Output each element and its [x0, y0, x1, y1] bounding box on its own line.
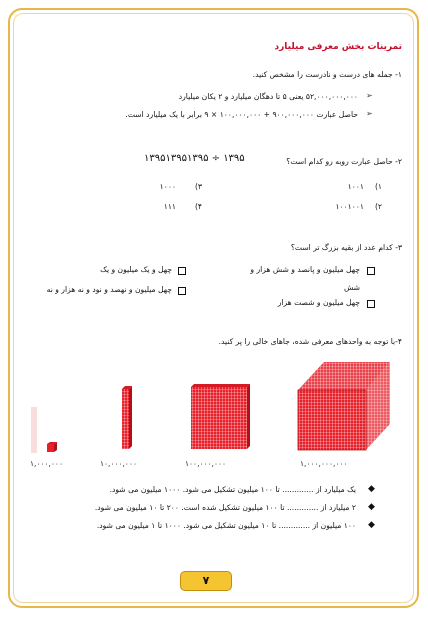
- cube-label: ۱,۰۰۰,۰۰۰: [30, 459, 63, 468]
- option-text: ۱۰۰۰: [159, 182, 176, 191]
- option-label: چهل میلیون و شصت هزار: [277, 298, 360, 307]
- question-1-item: ۵۲,۰۰۰,۰۰۰,۰۰۰ یعنی ۵ تا دهگان میلیارد و ۲ یکان میلیارد: [178, 92, 358, 101]
- option-number: ۳): [194, 182, 202, 191]
- option-number: ۲): [374, 202, 382, 211]
- option-checkbox[interactable]: [178, 267, 186, 275]
- option-label: چهل میلیون و نهصد و نود و نه هزار و نه: [46, 285, 172, 294]
- question-1-prompt: ۱- جمله های درست و نادرست را مشخص کنید.: [252, 70, 402, 79]
- option-number: ۱): [374, 182, 382, 191]
- question-4-statement: یک میلیارد از ............. تا ۱۰۰ میلیون تشکیل می شود. ۱۰۰۰ میلیون می شود.: [109, 485, 356, 494]
- question-4-statement: ۲ میلیارد از ............. تا ۱۰۰ میلیون تشکیل شده است. ۲۰۰ تا ۱۰ میلیون می شود.: [94, 503, 356, 512]
- million-unit-cube-icon: [46, 441, 58, 453]
- option-text: ۱۰۰۱: [347, 182, 364, 191]
- option-checkbox[interactable]: [367, 267, 375, 275]
- option-label: شش: [343, 283, 360, 292]
- diamond-bullet-icon: ◆: [368, 502, 375, 512]
- hundred-million-plate-icon: [189, 383, 251, 451]
- option-checkbox[interactable]: [178, 287, 186, 295]
- question-1-item: حاصل عبارت ۹۰۰,۰۰۰,۰۰۰ + ۱۰۰,۰۰۰,۰۰۰ × ۹ برابر با یک میلیارد است.: [125, 110, 358, 119]
- option-text: ۱۰۰۱۰۰۱: [335, 202, 364, 211]
- option-text: ۱۱۱: [163, 202, 176, 211]
- option-label: چهل میلیون و پانصد و شش هزار و: [250, 265, 360, 274]
- billion-cube-icon: [296, 360, 392, 452]
- ten-million-rod-icon: [121, 385, 133, 451]
- question-2-expression: ۱۳۹۵۱۳۹۵۱۳۹۵ ÷ ۱۳۹۵: [144, 153, 245, 164]
- option-checkbox[interactable]: [367, 300, 375, 308]
- page-number: ۷: [180, 571, 232, 591]
- question-2-prompt: ۲- حاصل عبارت روبه رو کدام است؟: [286, 157, 402, 166]
- diamond-bullet-icon: ◆: [368, 520, 375, 530]
- partial-rod-icon: [30, 406, 40, 454]
- question-3-prompt: ۳- کدام عدد از بقیه بزرگ تر است؟: [290, 243, 402, 252]
- arrow-bullet-icon: ➢: [366, 109, 373, 118]
- diamond-bullet-icon: ◆: [368, 484, 375, 494]
- cube-label: ۱,۰۰۰,۰۰۰,۰۰۰: [300, 459, 348, 468]
- page-title: تمرینات بخش معرفی میلیارد: [274, 42, 402, 52]
- cube-label: ۱۰,۰۰۰,۰۰۰: [100, 459, 137, 468]
- question-4-statement: ۱۰۰ میلیون از ............. تا ۱۰ میلیون تشکیل می شود. ۱۰۰۰ تا ۱ میلیون می شود.: [96, 521, 356, 530]
- arrow-bullet-icon: ➢: [366, 91, 373, 100]
- cube-label: ۱۰۰,۰۰۰,۰۰۰: [185, 459, 227, 468]
- option-label: چهل و یک میلیون و یک: [100, 265, 172, 274]
- question-4-prompt: ۴-با توجه به واحدهای معرفی شده، جاهای خالی را پر کنید.: [218, 337, 402, 346]
- option-number: ۴): [194, 202, 202, 211]
